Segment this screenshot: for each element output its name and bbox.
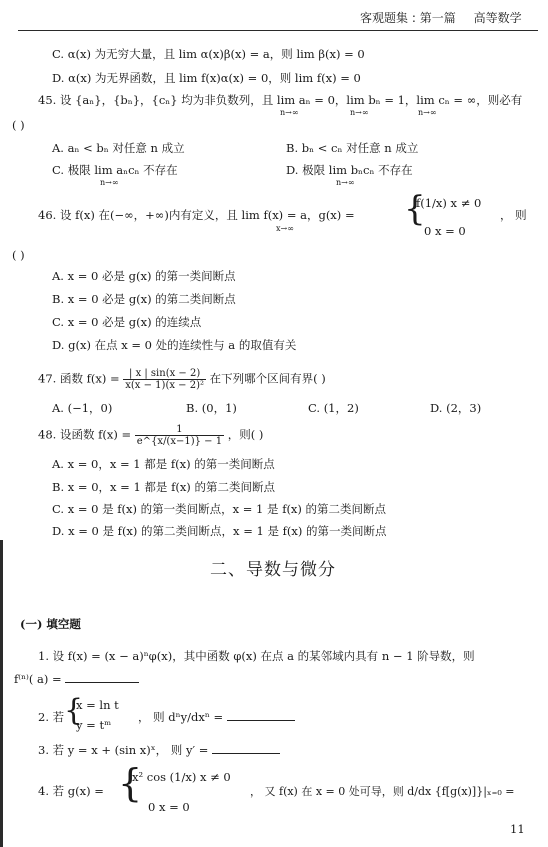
- fill-question-4-suffix: ， 又 f(x) 在 x = 0 处可导，则 d/dx {f[g(x)]}|ₓ₌₀ =: [250, 785, 515, 798]
- fraction-numerator: 1: [135, 424, 224, 436]
- section-title: 二、导数与微分: [210, 560, 336, 580]
- fraction: [123, 368, 206, 391]
- header-separator: :: [411, 11, 416, 25]
- fill-question-1-line-2: [14, 672, 139, 686]
- option-d: D. 极限 lim bₙcₙ 不存在: [286, 163, 413, 177]
- derivative-expression: ， 则 dⁿy/dxⁿ =: [138, 710, 224, 724]
- fill-question-1-lhs: f⁽ⁿ⁾( a) =: [14, 672, 62, 686]
- fraction-denominator: x(x − 1)(x − 2)²: [125, 380, 204, 391]
- option-a: A. x = 0，x = 1 都是 f(x) 的第一类间断点: [52, 457, 275, 471]
- left-brace: {: [118, 761, 143, 805]
- fraction: [135, 424, 224, 447]
- option-c: C. x = 0 必是 g(x) 的连续点: [52, 315, 202, 329]
- running-header: [360, 9, 522, 26]
- left-brace: {: [404, 189, 426, 229]
- limit-subscript: n→∞: [100, 178, 119, 187]
- fraction-numerator: | x | sin(x − 2): [123, 368, 206, 380]
- question-46-stem: 46. 设 f(x) 在(−∞，+∞)内有定义，且 lim f(x) = a，g(x) =: [38, 208, 355, 222]
- question-47-stem: [38, 368, 326, 391]
- piecewise-row-2: 0 x = 0: [148, 800, 190, 814]
- option-c: C. α(x) 为无穷大量，且 lim α(x)β(x) = a，则 lim β(x) = 0: [52, 47, 365, 61]
- question-46-tail: ， 则: [500, 208, 527, 222]
- fraction-denominator: e^{x/(x−1)} − 1: [136, 436, 223, 447]
- subsection-title: (一) 填空题: [20, 617, 81, 631]
- option-d: D. (2，3): [430, 401, 482, 415]
- fill-question-3-text: 3. 若 y = x + (sin x)ˣ， 则 y′ =: [38, 743, 209, 757]
- fill-question-2-mid: [138, 709, 295, 725]
- header-rule: [18, 30, 538, 31]
- piecewise-row-2: 0 x = 0: [424, 224, 466, 238]
- piecewise-row-1: x² cos (1/x) x ≠ 0: [132, 770, 231, 784]
- fill-question-3: [38, 742, 280, 758]
- option-d: D. α(x) 为无界函数，且 lim f(x)α(x) = 0，则 lim f(x) = 0: [52, 71, 361, 85]
- option-b: B. x = 0，x = 1 都是 f(x) 的第二类间断点: [52, 480, 275, 494]
- page-edge-rule: [0, 540, 3, 847]
- book-subject: 高等数学: [473, 11, 522, 25]
- question-48-stem: [38, 424, 263, 447]
- option-a: A. (−1，0): [52, 401, 113, 415]
- option-a: A. aₙ < bₙ 对任意 n 成立: [52, 141, 185, 155]
- page-number: 11: [510, 822, 525, 836]
- fill-question-4-prefix: 4. 若 g(x) =: [38, 784, 104, 798]
- book-title: 客观题集: [360, 11, 409, 25]
- option-b: B. bₙ < cₙ 对任意 n 成立: [286, 141, 419, 155]
- answer-blank[interactable]: [227, 710, 295, 721]
- param-row-2: y = tᵐ: [76, 718, 112, 732]
- fill-question-1-line-1: 1. 设 f(x) = (x − a)ⁿφ(x)，其中函数 φ(x) 在点 a 的某邻域内具有 n − 1 阶导数，则: [38, 649, 475, 663]
- option-c: C. x = 0 是 f(x) 的第一类间断点，x = 1 是 f(x) 的第二类间断点: [52, 502, 387, 516]
- question-47-prefix: 47. 函数 f(x) =: [38, 371, 120, 386]
- question-48-prefix: 48. 设函数 f(x) =: [38, 427, 132, 442]
- option-d: D. x = 0 是 f(x) 的第二类间断点，x = 1 是 f(x) 的第一类间断点: [52, 524, 387, 538]
- answer-paren: ( ): [12, 118, 25, 132]
- option-c: C. (1，2): [308, 401, 359, 415]
- answer-paren: ( ): [12, 248, 25, 262]
- option-a: A. x = 0 必是 g(x) 的第一类间断点: [52, 269, 236, 283]
- option-d: D. g(x) 在点 x = 0 处的连续性与 a 的取值有关: [52, 338, 297, 352]
- question-48-suffix: ，则( ): [227, 427, 264, 442]
- fill-question-2-prefix: 2. 若: [38, 710, 65, 724]
- answer-blank[interactable]: [65, 672, 139, 683]
- piecewise-row-1: f(1/x) x ≠ 0: [416, 196, 482, 210]
- limit-subscript: n→∞: [418, 108, 437, 117]
- option-c: C. 极限 lim aₙcₙ 不存在: [52, 163, 178, 177]
- limit-subscript: n→∞: [350, 108, 369, 117]
- answer-blank[interactable]: [212, 743, 280, 754]
- left-brace: {: [64, 693, 84, 728]
- limit-subscript: n→∞: [280, 108, 299, 117]
- limit-subscript: n→∞: [336, 178, 355, 187]
- question-47-suffix: 在下列哪个区间有界( ): [209, 371, 326, 386]
- param-row-1: x = ln t: [76, 698, 119, 712]
- limit-subscript: x→∞: [276, 224, 294, 233]
- option-b: B. x = 0 必是 g(x) 的第二类间断点: [52, 292, 236, 306]
- book-part: 第一篇: [419, 11, 456, 25]
- question-45-stem: 45. 设 {aₙ}，{bₙ}，{cₙ} 均为非负数列，且 lim aₙ = 0，lim bₙ = 1，lim cₙ = ∞，则必有: [38, 93, 523, 107]
- option-b: B. (0，1): [186, 401, 237, 415]
